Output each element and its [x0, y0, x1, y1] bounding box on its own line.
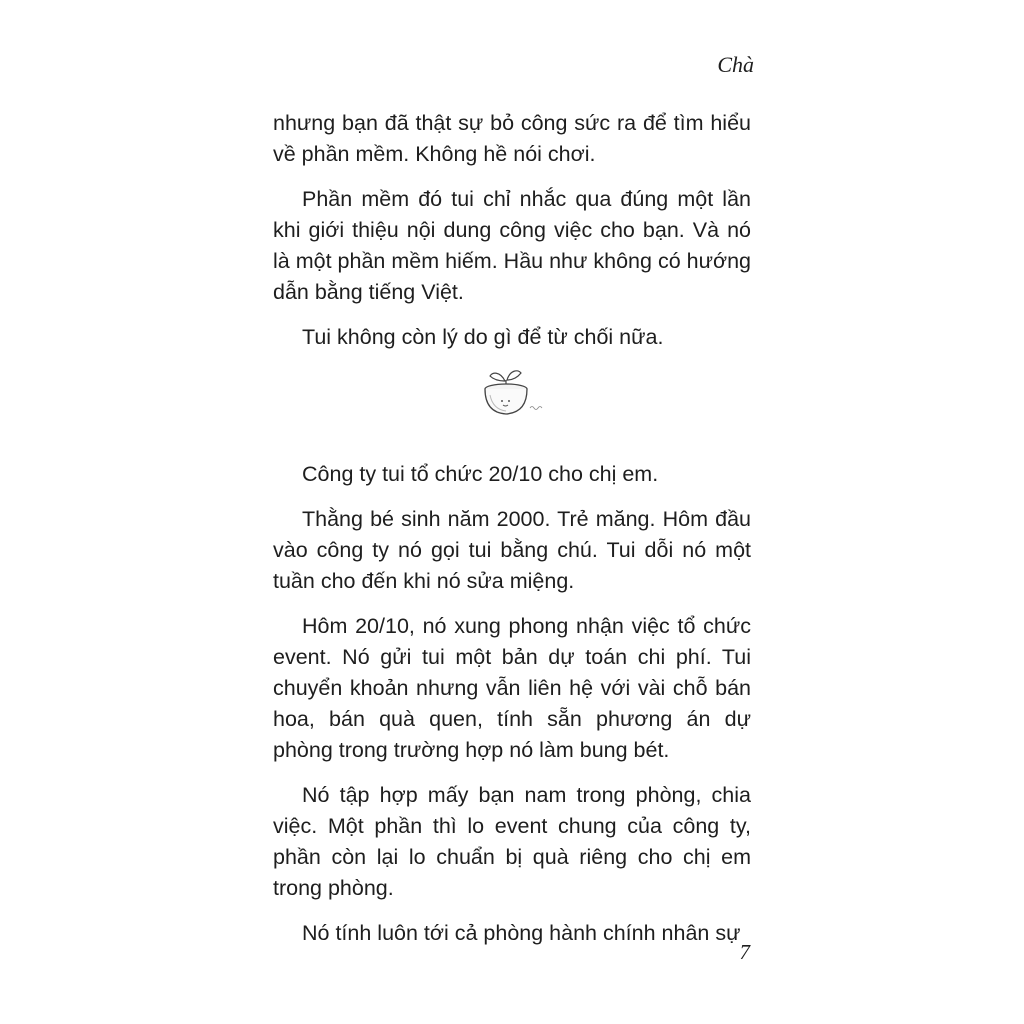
paragraph: Công ty tui tổ chức 20/10 cho chị em.	[302, 462, 659, 486]
paragraph: Tui không còn lý do gì để từ chối nữa.	[302, 325, 664, 349]
paragraph: Nó tính luôn tới cả phòng hành chính nhân sự	[302, 921, 741, 945]
paragraph: Thằng bé sinh năm 2000. Trẻ măng. Hôm đầu vào công ty nó gọi tui bằng chú. Tui dỗi nó một tuần cho đến khi nó sửa miệng.	[273, 507, 751, 593]
paragraph: Hôm 20/10, nó xung phong nhận việc tổ chức event. Nó gửi tui một bản dự toán chi phí. Tui chuyển khoản nhưng vẫn liên hệ với vài chỗ bán hoa, bán quà quen, tính sẵn phương án dự phòng trong trường hợp nó làm bung bét.	[273, 614, 751, 762]
paragraph: nhưng bạn đã thật sự bỏ công sức ra để tìm hiểu về phần mềm. Không hề nói chơi.	[273, 111, 751, 166]
body-text	[273, 108, 751, 963]
paragraph: Phần mềm đó tui chỉ nhắc qua đúng một lần khi giới thiệu nội dung công việc cho bạn. Và nó là một phần mềm hiếm. Hầu như không có hướng dẫn bằng tiếng Việt.	[273, 187, 751, 304]
paragraph: Nó tập hợp mấy bạn nam trong phòng, chia việc. Một phần thì lo event chung của công ty, phần còn lại lo chuẩn bị quà riêng cho chị em trong phòng.	[273, 783, 751, 900]
running-header: Chà	[717, 52, 754, 77]
page-number: 7	[739, 940, 750, 964]
section-ornament	[273, 367, 751, 429]
sprout-in-cup-icon	[472, 367, 552, 427]
